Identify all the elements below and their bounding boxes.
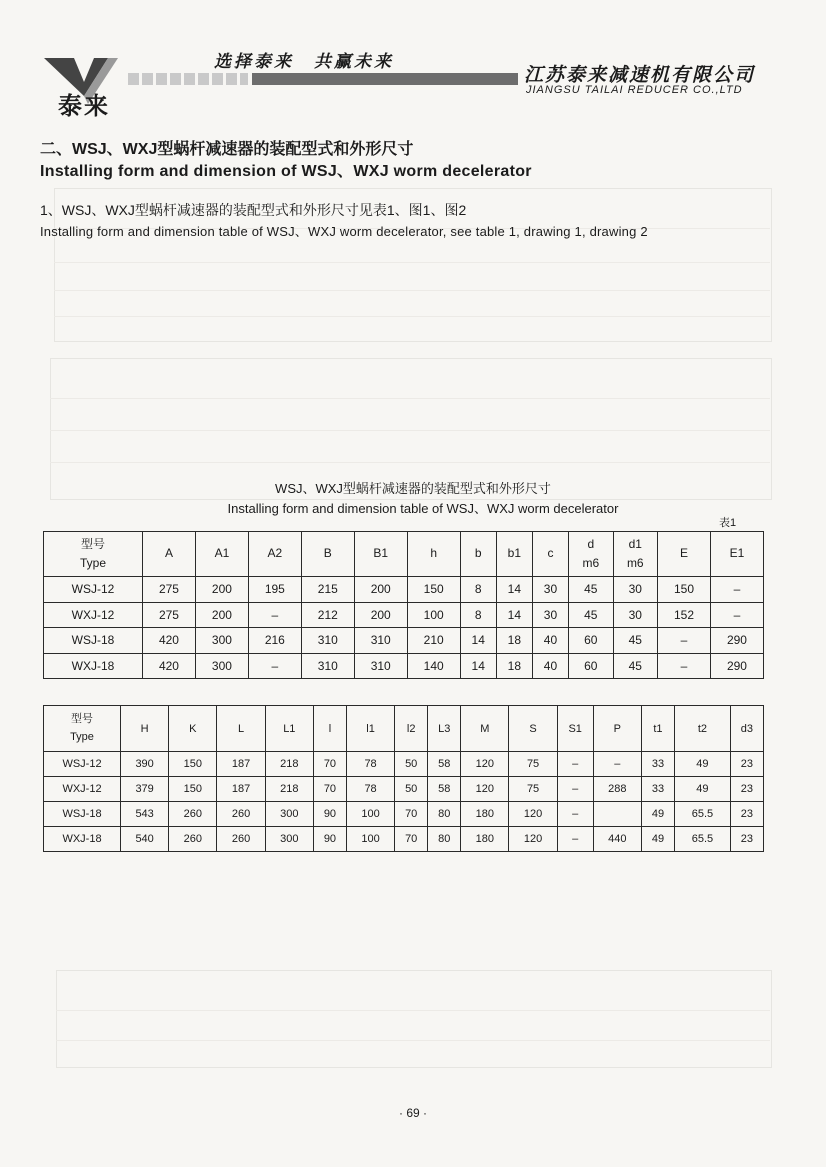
table-cell: 210 <box>407 628 460 654</box>
table-cell: 540 <box>121 827 169 852</box>
dimension-table-1 <box>43 531 764 679</box>
column-header: t2 <box>674 706 730 752</box>
table-cell: – <box>248 602 301 628</box>
type-cell: WXJ-18 <box>44 653 143 679</box>
table-cell: 260 <box>169 802 217 827</box>
table-cell: 14 <box>496 602 532 628</box>
type-header-en: Type <box>79 556 106 570</box>
table-cell: 58 <box>428 777 461 802</box>
table-cell: 300 <box>265 827 313 852</box>
table-cell: 300 <box>265 802 313 827</box>
table-cell: – <box>710 602 763 628</box>
table-cell: – <box>557 802 593 827</box>
table-cell: 200 <box>195 577 248 603</box>
table-row <box>44 602 764 628</box>
table-cell: 216 <box>248 628 301 654</box>
table-cell: – <box>710 577 763 603</box>
table-cell: 150 <box>407 577 460 603</box>
table-cell: – <box>658 653 711 679</box>
table-cell: 14 <box>496 577 532 603</box>
table-cell: 30 <box>613 577 657 603</box>
table-cell: 140 <box>407 653 460 679</box>
table-cell: 75 <box>509 777 557 802</box>
ghost-line <box>56 1010 770 1011</box>
ghost-line <box>54 262 770 263</box>
column-header: h <box>407 532 460 577</box>
column-header: b1 <box>496 532 532 577</box>
table-cell: 275 <box>143 577 196 603</box>
table-cell: 80 <box>428 827 461 852</box>
column-header: E <box>658 532 711 577</box>
table-cell: 120 <box>509 827 557 852</box>
table-caption-cn: WSJ、WXJ型蜗杆减速器的装配型式和外形尺寸 <box>275 481 551 496</box>
table-cell: 300 <box>195 653 248 679</box>
table-cell: 30 <box>532 602 568 628</box>
column-header: S <box>509 706 557 752</box>
table-cell: 218 <box>265 752 313 777</box>
table-cell: 310 <box>354 653 407 679</box>
table-cell: 60 <box>569 653 613 679</box>
table-cell <box>593 802 641 827</box>
table-cell: 200 <box>195 602 248 628</box>
type-cell: WSJ-18 <box>44 802 121 827</box>
table-cell: 200 <box>354 602 407 628</box>
table-cell: 187 <box>217 777 265 802</box>
table-cell: 30 <box>613 602 657 628</box>
section-heading-cn: 二、WSJ、WXJ型蜗杆减速器的装配型式和外形尺寸 <box>40 141 414 158</box>
table-cell: 70 <box>395 827 428 852</box>
type-header <box>44 706 121 752</box>
column-header: P <box>593 706 641 752</box>
table-cell: 14 <box>460 653 496 679</box>
table-cell: 290 <box>710 628 763 654</box>
table-label: 表1 <box>719 517 737 529</box>
table-cell: 18 <box>496 653 532 679</box>
column-header: L3 <box>428 706 461 752</box>
company-name-en: JIANGSU TAILAI REDUCER CO.,LTD <box>526 84 743 96</box>
table-cell: 215 <box>301 577 354 603</box>
table-cell: 420 <box>143 628 196 654</box>
table-cell: 50 <box>395 752 428 777</box>
type-header <box>44 532 143 577</box>
table-cell: 90 <box>313 827 346 852</box>
table-cell: 49 <box>674 752 730 777</box>
table-cell: 49 <box>641 802 674 827</box>
table-cell: 40 <box>532 653 568 679</box>
table-cell: 58 <box>428 752 461 777</box>
type-header-cn: 型号 <box>71 712 93 725</box>
table-cell: 288 <box>593 777 641 802</box>
table-cell: 180 <box>461 802 509 827</box>
column-header: M <box>461 706 509 752</box>
table-cell: 23 <box>730 827 763 852</box>
type-cell: WSJ-18 <box>44 628 143 654</box>
table-row <box>44 653 764 679</box>
table-cell: 75 <box>509 752 557 777</box>
table-cell: 310 <box>301 628 354 654</box>
table-cell: 45 <box>613 653 657 679</box>
column-header: B <box>301 532 354 577</box>
table-cell: 200 <box>354 577 407 603</box>
table-cell: 80 <box>428 802 461 827</box>
table-cell: – <box>593 752 641 777</box>
table-cell: 150 <box>169 777 217 802</box>
slogan: 选择泰来 共赢未来 <box>214 52 394 72</box>
type-header-en: Type <box>70 730 94 743</box>
table-row <box>44 628 764 654</box>
table-caption-en: Installing form and dimension table of WSJ、WXJ worm decelerator <box>227 501 619 516</box>
table-cell: 14 <box>460 628 496 654</box>
table-cell: 275 <box>143 602 196 628</box>
header-bar <box>128 73 518 85</box>
ghost-line <box>50 398 770 399</box>
column-header: H <box>121 706 169 752</box>
table-cell: 23 <box>730 777 763 802</box>
table-cell: 23 <box>730 752 763 777</box>
ghost-line <box>54 290 770 291</box>
table-cell: 70 <box>313 777 346 802</box>
table-cell: 50 <box>395 777 428 802</box>
type-cell: WXJ-12 <box>44 602 143 628</box>
column-header: L1 <box>265 706 313 752</box>
table-cell: 310 <box>354 628 407 654</box>
type-header-cn: 型号 <box>80 536 105 551</box>
table-cell: 18 <box>496 628 532 654</box>
table-cell: 90 <box>313 802 346 827</box>
ghost-line <box>56 1040 770 1041</box>
table-cell: 78 <box>346 752 394 777</box>
table-cell: 440 <box>593 827 641 852</box>
table-cell: 45 <box>569 577 613 603</box>
column-header: E1 <box>710 532 763 577</box>
table-cell: 150 <box>169 752 217 777</box>
table-cell: 70 <box>395 802 428 827</box>
table-cell: 78 <box>346 777 394 802</box>
ghost-line <box>50 430 770 431</box>
table-cell: 60 <box>569 628 613 654</box>
ghost-line <box>54 316 770 317</box>
column-header: b <box>460 532 496 577</box>
table-row <box>44 777 764 802</box>
table-cell: 290 <box>710 653 763 679</box>
ghost-table-3 <box>56 970 772 1068</box>
column-header: S1 <box>557 706 593 752</box>
company-name-cn: 江苏泰来减速机有限公司 <box>524 64 756 86</box>
table-cell: 45 <box>613 628 657 654</box>
intro-paragraph-cn: 1、WSJ、WXJ型蜗杆减速器的装配型式和外形尺寸见表1、图1、图2 <box>40 202 467 218</box>
table-cell: 187 <box>217 752 265 777</box>
table-cell: 180 <box>461 827 509 852</box>
table-cell: 152 <box>658 602 711 628</box>
table-cell: 212 <box>301 602 354 628</box>
table-header-row <box>44 706 764 752</box>
table-cell: 65.5 <box>674 827 730 852</box>
column-header: L <box>217 706 265 752</box>
table-cell: 120 <box>509 802 557 827</box>
table-cell: – <box>557 752 593 777</box>
table-cell: 120 <box>461 752 509 777</box>
table-cell: 30 <box>532 577 568 603</box>
page-number: · 69 · <box>398 1106 427 1120</box>
table-row <box>44 802 764 827</box>
column-header: d1 m6 <box>613 532 657 577</box>
table-cell: 49 <box>641 827 674 852</box>
table-cell: – <box>248 653 301 679</box>
column-header: d m6 <box>569 532 613 577</box>
table-cell: 40 <box>532 628 568 654</box>
table-cell: 420 <box>143 653 196 679</box>
column-header: B1 <box>354 532 407 577</box>
table-cell: 260 <box>217 802 265 827</box>
table-cell: 100 <box>346 802 394 827</box>
column-header: A <box>143 532 196 577</box>
dimension-table-2 <box>43 705 764 852</box>
table-cell: 260 <box>169 827 217 852</box>
column-header: d3 <box>730 706 763 752</box>
table-header-row <box>44 532 764 577</box>
column-header: A1 <box>195 532 248 577</box>
column-header: l <box>313 706 346 752</box>
column-header: t1 <box>641 706 674 752</box>
column-header: A2 <box>248 532 301 577</box>
type-cell: WXJ-18 <box>44 827 121 852</box>
table-row <box>44 827 764 852</box>
table-cell: 100 <box>346 827 394 852</box>
table-cell: 23 <box>730 802 763 827</box>
table-cell: 33 <box>641 752 674 777</box>
table-cell: 120 <box>461 777 509 802</box>
table-cell: 310 <box>301 653 354 679</box>
table-cell: – <box>557 777 593 802</box>
column-header: l1 <box>346 706 394 752</box>
table-row <box>44 752 764 777</box>
table-cell: 70 <box>313 752 346 777</box>
table-cell: 300 <box>195 628 248 654</box>
table-cell: 33 <box>641 777 674 802</box>
intro-paragraph-en: Installing form and dimension table of WSJ、WXJ worm decelerator, see table 1, drawing 1, drawing 2 <box>40 224 648 239</box>
type-cell: WSJ-12 <box>44 752 121 777</box>
section-heading-en: Installing form and dimension of WSJ、WXJ worm decelerator <box>40 163 532 180</box>
table-cell: 218 <box>265 777 313 802</box>
table-cell: 390 <box>121 752 169 777</box>
table-cell: 260 <box>217 827 265 852</box>
ghost-line <box>50 462 770 463</box>
table-cell: – <box>557 827 593 852</box>
table-cell: 543 <box>121 802 169 827</box>
column-header: c <box>532 532 568 577</box>
table-cell: 49 <box>674 777 730 802</box>
table-cell: 100 <box>407 602 460 628</box>
table-cell: 45 <box>569 602 613 628</box>
table-cell: 379 <box>121 777 169 802</box>
table-row <box>44 577 764 603</box>
logo-text: 泰来 <box>58 91 110 120</box>
table-cell: 195 <box>248 577 301 603</box>
type-cell: WSJ-12 <box>44 577 143 603</box>
column-header: K <box>169 706 217 752</box>
table-cell: – <box>658 628 711 654</box>
table-cell: 8 <box>460 577 496 603</box>
table-cell: 8 <box>460 602 496 628</box>
type-cell: WXJ-12 <box>44 777 121 802</box>
table-cell: 150 <box>658 577 711 603</box>
column-header: l2 <box>395 706 428 752</box>
table-cell: 65.5 <box>674 802 730 827</box>
